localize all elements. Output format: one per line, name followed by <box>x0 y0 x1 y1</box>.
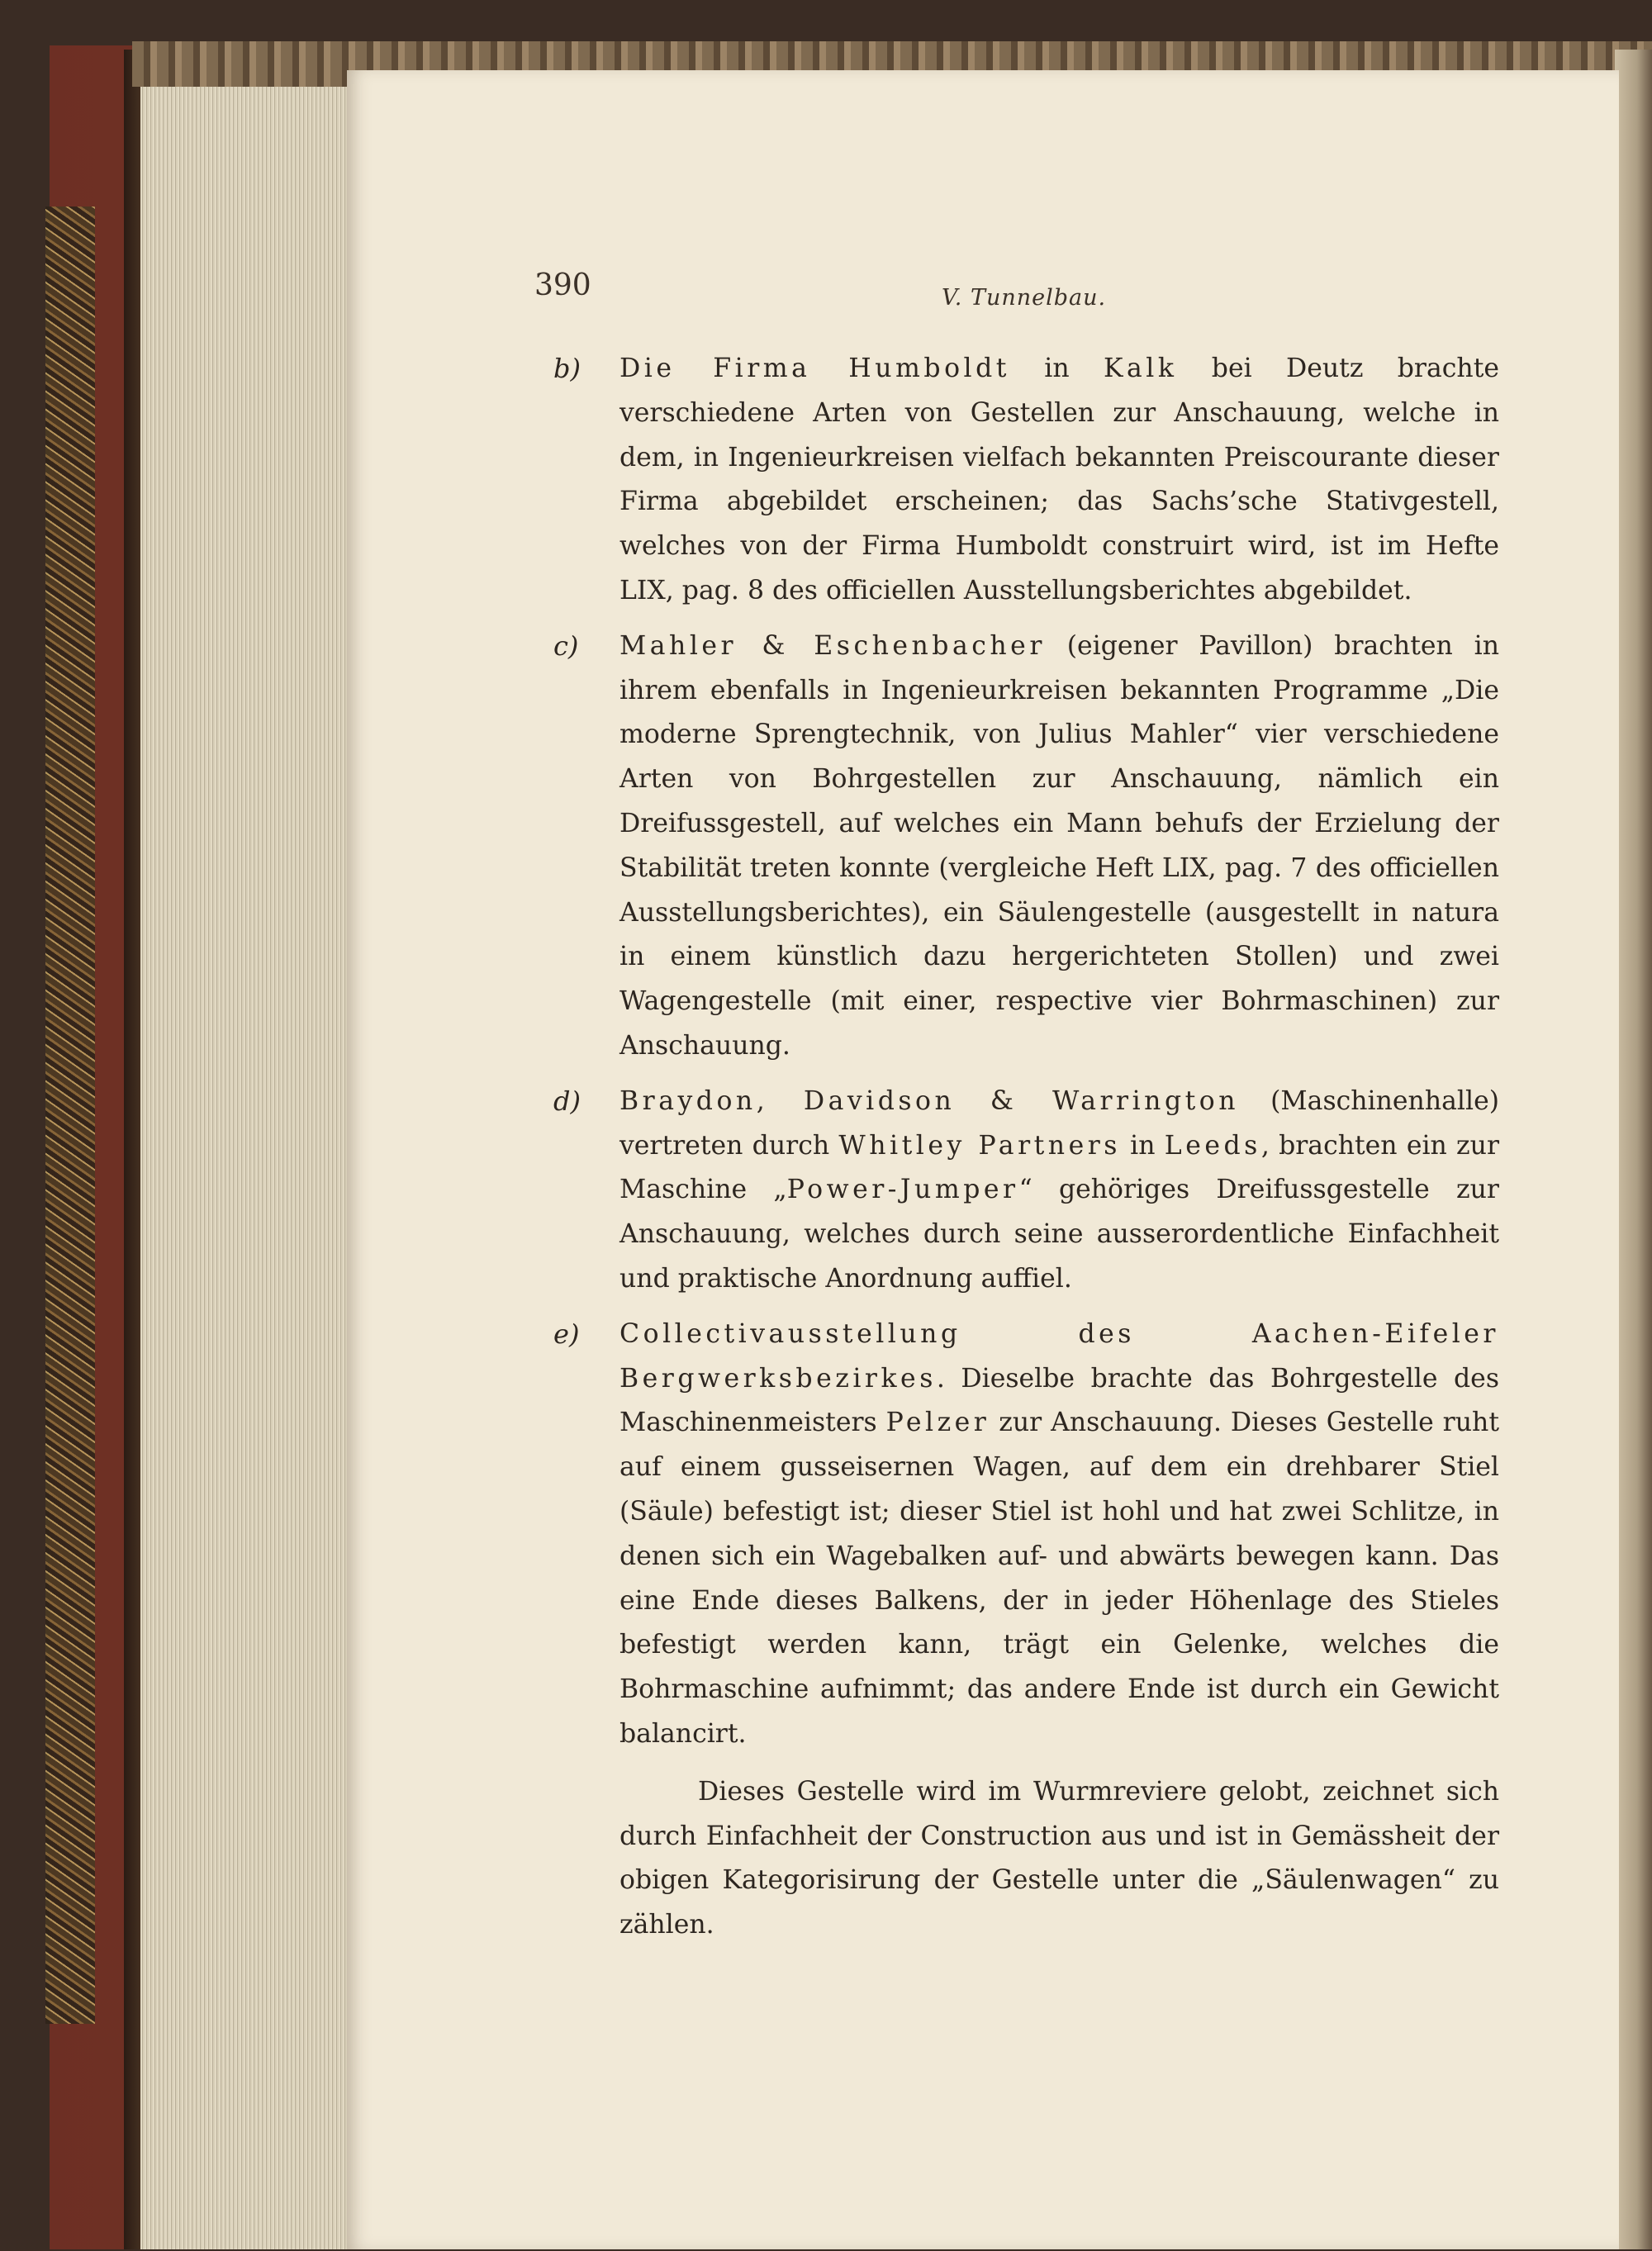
entry-label: e) <box>553 1318 580 1350</box>
body-text <box>553 347 1499 1959</box>
person-name: Pelzer <box>885 1408 990 1438</box>
text-run: in <box>1120 1130 1165 1161</box>
text-run: “ gehöriges Dreifussgestelle zur Anschauung, welches durch seine ausserordentliche Einfachheit und praktische Anordnung auffiel. <box>620 1175 1499 1294</box>
entry-paragraph <box>620 624 1499 1069</box>
entry-paragraph <box>620 347 1499 614</box>
right-page-edge <box>1615 50 1652 2249</box>
entry-b <box>553 347 1499 614</box>
entry-paragraph <box>620 1080 1499 1302</box>
entry-label: d) <box>553 1085 581 1117</box>
exhibitor-name: Braydon, Davidson & Warrington <box>620 1085 1240 1116</box>
exhibitor-name: Die Firma Humboldt <box>620 354 1010 383</box>
exhibitor-name: Mahler & Eschenbacher <box>620 630 1046 661</box>
text-run: (Maschinenhalle) vertreten durch <box>620 1085 1499 1161</box>
page-number: 390 <box>534 268 591 302</box>
entry-label: c) <box>553 629 579 662</box>
page-edges-stack <box>140 54 351 2249</box>
closing-paragraph: Dieses Gestelle wird im Wurmreviere gelobt, zeichnet sich durch Einfachheit der Construction aus und ist in Gemässheit der obigen Kategorisirung der Gestelle unter die „Säulenwagen“ zu zählen. <box>620 1776 1499 1940</box>
entry-d <box>553 1080 1499 1302</box>
running-title: V. Tunnelbau. <box>942 285 1107 311</box>
text-run: (eigener Pavillon) brachten in ihrem ebenfalls in Ingenieurkreisen bekannten Programme „Die moderne Sprengtechnik, von Julius Mahler“ vier verschiedene Arten von Bohrgestellen zur Anschauung, nämlich ein Dreifussgestell, auf welches ein Mann behufs der Erzielung der Stabilität treten konnte (vergleiche Heft LIX, pag. 7 des officiellen Ausstellungsberichtes), ein Säulengestelle (ausgestellt in natura in einem künstlich dazu hergerichteten Stollen) und zwei Wagengestelle (mit einer, respective vier Bohrmaschinen) zur Anschauung. <box>620 630 1499 1061</box>
exhibitor-name: Collectivausstellung des Aachen-Eifeler Bergwerksbezirkes <box>620 1318 1499 1394</box>
entry-e <box>553 1313 1499 1757</box>
city-name: Leeds <box>1164 1130 1261 1161</box>
text-run: bei Deutz brachte verschiedene Arten von Gestellen zur Anschauung, welche in dem, in Ingenieurkreisen vielfach bekannten Preiscourante dieser Firma abgebildet erscheinen; das Sachs’sche Stativgestell, welches von der Firma Humboldt construirt wird, ist im Hefte LIX, pag. 8 des officiellen Ausstellungsberichtes abgebildet. <box>620 354 1500 605</box>
marbled-endpaper <box>45 207 95 2024</box>
text-run: in <box>1009 354 1104 383</box>
firm-name: Whitley Partners <box>838 1130 1121 1161</box>
machine-name: Power-Jumper <box>786 1175 1019 1205</box>
text-run: , brachten ein zur Maschine „ <box>620 1130 1500 1205</box>
entry-c <box>553 624 1499 1069</box>
entry-paragraph <box>620 1313 1499 1757</box>
text-run: . Dieselbe brachte das Bohrgestelle des Maschinenmeisters <box>620 1363 1499 1438</box>
closing-entry <box>553 1770 1499 1948</box>
text-run: zur Anschauung. Dieses Gestelle ruht auf einem gusseisernen Wagen, auf dem ein drehbarer Stiel (Säule) befestigt ist; dieser Stiel ist hohl und hat zwei Schlitze, in denen sich ein Wagebalken auf- und abwärts bewegen kann. Das eine Ende dieses Balkens, der in jeder Höhenlage des Stieles befestigt werden kann, trägt ein Gelenke, welches die Bohrmaschine aufnimmt; das andere Ende ist durch ein Gewicht balancirt. <box>620 1408 1499 1749</box>
exhibitor-place: Kalk <box>1103 354 1178 383</box>
entry-label: b) <box>553 353 581 384</box>
